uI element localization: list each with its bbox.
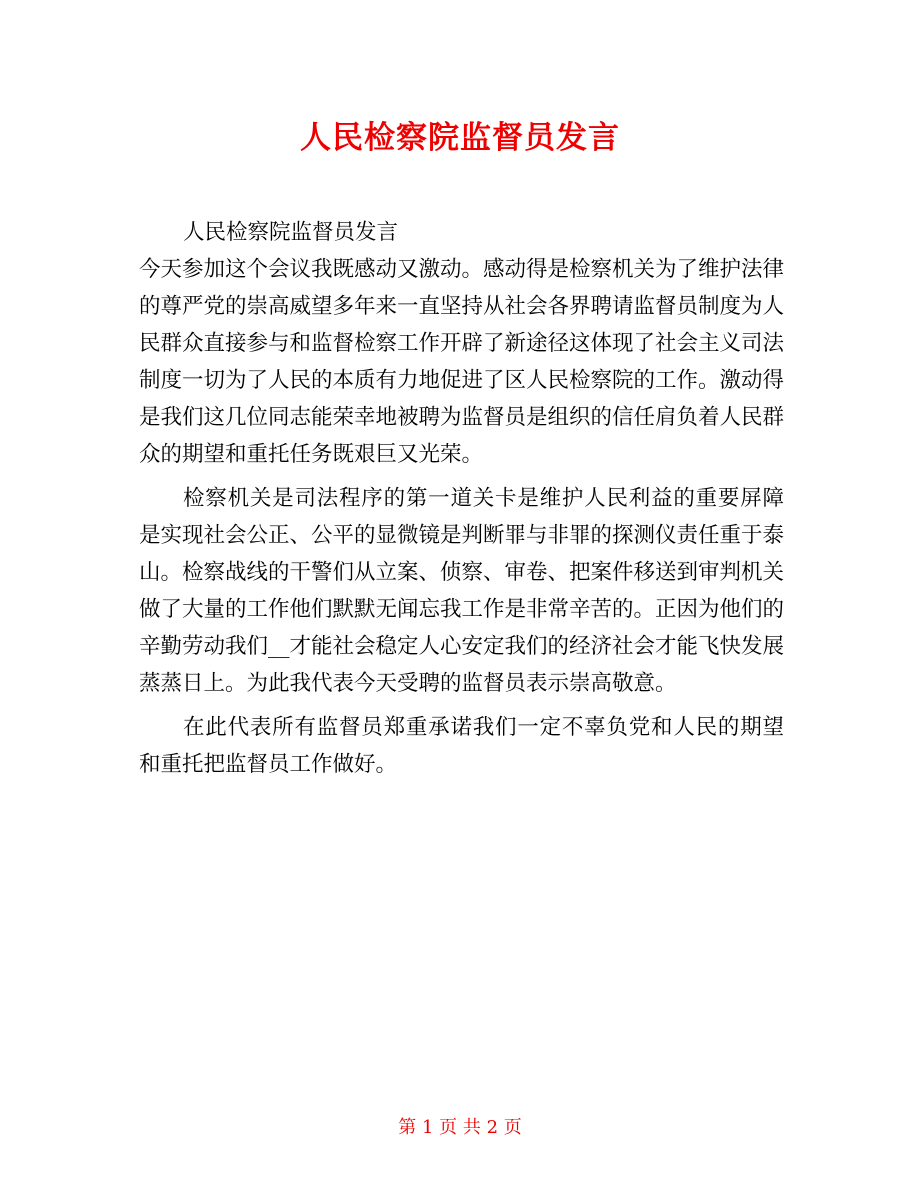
paragraph-1: 今天参加这个会议我既感动又激动。感动得是检察机关为了维护法律的尊严党的崇高威望多年来一直坚持从社会各界聘请监督员制度为人民群众直接参与和监督检察工作开辟了新途径这体现了社会主义司法制度一切为了人民的本质有力地促进了区人民检察院的工作。激动得是我们这几位同志能荣幸地被聘为监督员是组织的信任肩负着人民群众的期望和重托任务既艰巨又光荣。: [139, 257, 785, 467]
footer-middle: 页 共: [439, 1117, 481, 1138]
document-body: [139, 214, 784, 783]
paragraph-2: 检察机关是司法程序的第一道关卡是维护人民利益的重要屏障是实现社会公正、公平的显微镜是判断罪与非罪的探测仪责任重于泰山。检察战线的干警们从立案、侦察、审卷、把案件移送到审判机关做了大量的工作他们默默无闻忘我工作是非常辛苦的。正因为他们的辛勤劳动我们__才能社会稳定人心安定我们的经济社会才能飞快发展蒸蒸日上。为此我代表今天受聘的监督员表示崇高敬意。: [139, 486, 785, 696]
footer-prefix: 第: [398, 1117, 417, 1138]
paragraph-3: 在此代表所有监督员郑重承诺我们一定不辜负党和人民的期望和重托把监督员工作做好。: [139, 715, 784, 777]
footer-suffix: 页: [503, 1117, 522, 1138]
page-number-footer: [0, 1113, 920, 1139]
footer-current-page: 1: [421, 1117, 434, 1138]
document-subtitle: 人民检察院监督员发言: [183, 220, 399, 245]
footer-total-pages: 2: [486, 1117, 499, 1138]
page-title: 人民检察院监督员发言: [300, 120, 620, 156]
